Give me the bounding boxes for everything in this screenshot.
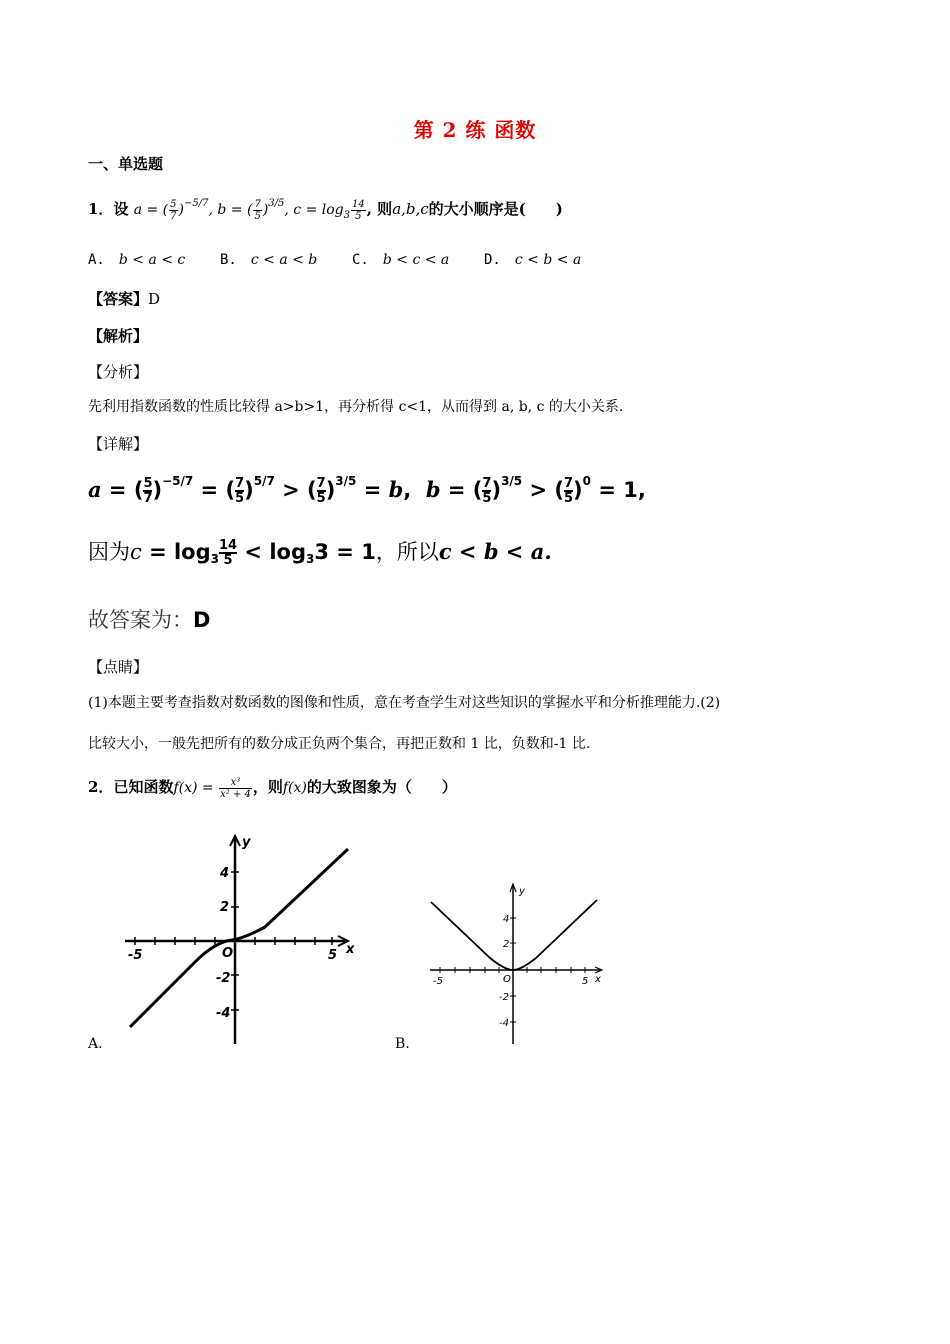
fenxi-text: 先利用指数函数的性质比较得 a>b>1，再分析得 c<1，从而得到 a, b, c 的大小关系.: [88, 399, 624, 415]
option-a: A. b < a < c: [88, 252, 186, 268]
graph-b-origin: O: [503, 974, 511, 985]
graph-b: [425, 880, 615, 1046]
option-c: C. b < c < a: [352, 252, 450, 268]
graph-a-origin: O: [222, 946, 234, 961]
option-b: B. c < a < b: [220, 252, 318, 268]
detail-line-2: 因为$c = \log_3$ $\frac{14}{5}$ < $\log_33 = 1$，所以c < b < a.: [88, 538, 552, 568]
graph-a-tick-y-4: 4: [220, 866, 230, 881]
graph-b-label: B.: [395, 1036, 410, 1052]
section-heading: 一、单选题: [88, 155, 164, 173]
question-prefix: 设: [113, 200, 129, 218]
graph-a-tick-y-neg4: -4: [216, 1006, 231, 1021]
answer-row: 【答案】D: [88, 290, 161, 308]
graph-b-tick-x-neg: -5: [433, 976, 443, 987]
detail-line-1: a = ( $\frac{5}{7}$ )$^{-5/7}$ = ( $\frac{7}{5}$ )$^{5/7}$ > ( $\frac{7}{5}$ )$^{3/5}$ = b, b = ( $\frac{7}{5}$ )$^{3/5}$ > ( $\frac{7}{5}$ )$^0$ = 1,: [88, 474, 646, 506]
detail-tag: 【详解】: [88, 435, 149, 453]
analysis-tag: 【解析】: [88, 327, 149, 345]
question-suffix: , 则: [366, 200, 393, 218]
graph-b-tick-x-pos: 5: [582, 976, 589, 987]
graph-b-tick-y-neg2: -2: [499, 992, 509, 1003]
page-title: 第 2 练 函数: [413, 118, 537, 142]
question-suffix-2: 的大小顺序是( ): [428, 200, 563, 218]
graph-b-y-label: y: [519, 886, 525, 897]
question-1: [88, 198, 563, 222]
graph-a-tick-x-pos: 5: [328, 948, 338, 963]
question-vars: a,b,c: [392, 200, 429, 218]
option-d: D. c < b < a: [484, 252, 582, 268]
dianjing-text-2: 比较大小，一般先把所有的数分成正负两个集合，再把正数和 1 比，负数和-1 比.: [88, 736, 591, 752]
dianjing-tag: 【点睛】: [88, 658, 149, 676]
fenxi-tag: 【分析】: [88, 363, 149, 381]
graph-a-tick-x-neg: -5: [128, 948, 143, 963]
graph-a-y-label: y: [242, 835, 251, 850]
graph-b-tick-y-2: 2: [503, 939, 510, 950]
graph-b-tick-y-neg4: -4: [499, 1018, 509, 1029]
graph-b-tick-y-4: 4: [503, 914, 510, 925]
question-number: 1．: [88, 200, 114, 218]
graph-a-x-label: x: [346, 942, 355, 957]
graph-a: [120, 832, 360, 1046]
graph-a-label: A.: [88, 1036, 103, 1052]
dianjing-text-1: (1)本题主要考查指数对数函数的图像和性质，意在考查学生对这些知识的掌握水平和分析推理能力.(2): [88, 695, 721, 711]
graph-a-tick-y-2: 2: [220, 900, 230, 915]
expr-a: a = ( $\frac{5}{7}$ )$^{-5/7}$, b = ( $\frac{7}{5}$ )$^{3/5}$, $c = \log_3$ $\frac{14}{5}$: [133, 198, 365, 222]
question-2: 2．已知函数f(x) = $\frac{\text{x³}}{\text{x² + 4}}$ ，则f(x)的大致图象为（ ）: [88, 776, 457, 800]
final-answer-line: 故答案为：D: [88, 608, 211, 632]
graph-b-x-label: x: [595, 974, 601, 985]
graph-a-tick-y-neg2: -2: [216, 971, 231, 986]
